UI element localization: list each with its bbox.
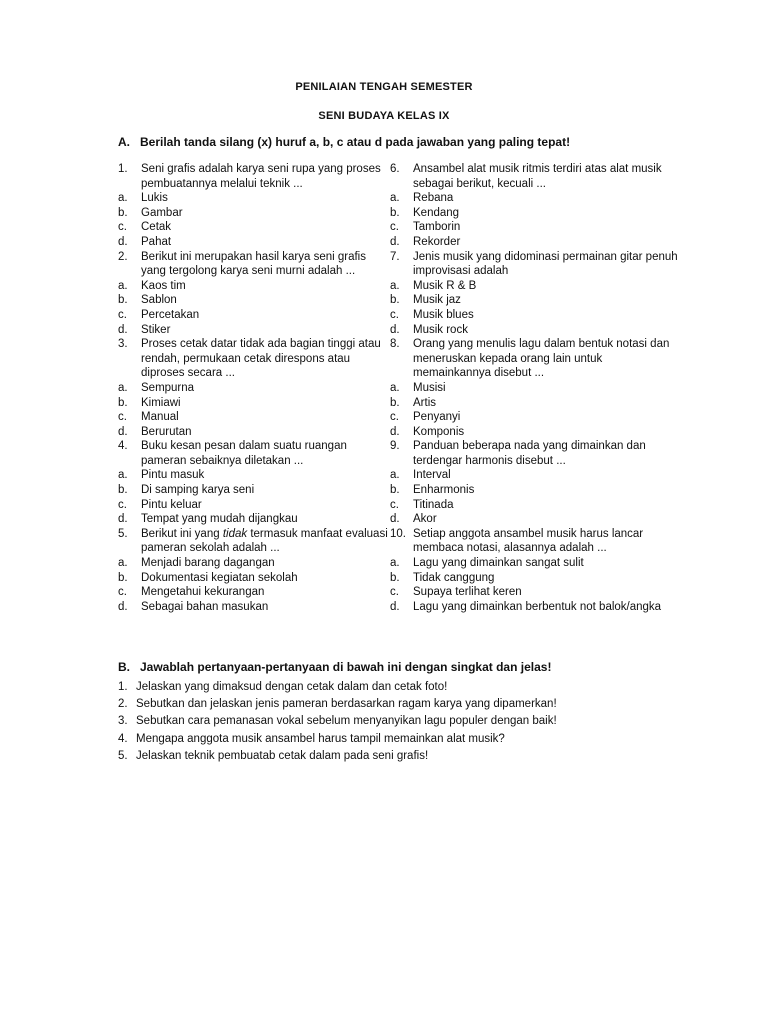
question-number: 1. [118,163,128,175]
question-number: 5. [118,527,128,540]
option [118,220,388,235]
exam-title: PENILAIAN TENGAH SEMESTER [295,81,473,93]
option-letter: a. [390,279,400,292]
option [390,585,680,600]
option [118,571,388,586]
option-text: Berurutan [141,425,192,438]
essay-text: Mengapa anggota musik ansambel harus tampil memainkan alat musik? [136,732,505,745]
option-text: Musik rock [413,323,468,336]
question-text: Buku kesan pesan dalam suatu ruangan pameran sebaiknya diletakan ... [141,440,347,467]
question-4 [118,439,388,468]
essay-number: 2. [118,698,128,711]
option [390,600,680,615]
essay-number: 5. [118,749,128,762]
section-a-letter: A. [118,135,130,149]
option-text: Tempat yang mudah dijangkau [141,513,298,526]
option [118,556,388,571]
option [118,585,388,600]
option [390,512,680,527]
option [118,235,388,250]
option [118,396,388,411]
option-letter: d. [118,235,128,248]
question-6 [390,162,680,191]
option-letter: d. [390,425,400,438]
option-letter: b. [118,396,128,409]
option-letter: b. [118,484,128,497]
option-text: Tidak canggung [413,571,495,584]
option-text: Musisi [413,381,446,394]
options-q10 [390,556,680,614]
essay-item [118,731,678,748]
option-letter: b. [390,396,400,409]
question-number: 8. [390,338,400,351]
option-text: Rekorder [413,235,461,248]
option [390,191,680,206]
options-q7 [390,279,680,337]
option-letter: b. [390,571,400,584]
option [390,323,680,338]
option-text: Lagu yang dimainkan sangat sulit [413,557,584,570]
options-q9 [390,468,680,526]
section-a-instruction [118,135,678,150]
option-letter: a. [390,381,400,394]
option-text: Enharmonis [413,484,475,497]
essay-number: 3. [118,715,128,728]
option-text: Stiker [141,323,171,336]
options-q5 [118,556,388,614]
options-q3 [118,381,388,439]
option [390,381,680,396]
option-text: Kimiawi [141,396,181,409]
option [390,279,680,294]
option-letter: c. [390,586,399,599]
option-letter: a. [390,469,400,482]
essay-text: Sebutkan cara pemanasan vokal sebelum menyanyikan lagu populer dengan baik! [136,715,557,728]
essay-questions [118,679,678,765]
option-letter: d. [390,235,400,248]
question-10 [390,527,680,556]
option-text: Supaya terlihat keren [413,586,522,599]
option-letter: d. [118,323,128,336]
option-text: Musik blues [413,308,474,321]
option-letter: c. [118,308,127,321]
option-letter: a. [390,557,400,570]
option-text: Mengetahui kekurangan [141,586,265,599]
option-letter: c. [390,308,399,321]
option-letter: d. [118,425,128,438]
option-text: Titinada [413,498,454,511]
question-number: 10. [390,527,406,540]
option [390,308,680,323]
option-text: Pintu keluar [141,498,202,511]
option-letter: a. [118,469,128,482]
option [118,293,388,308]
option [118,308,388,323]
option-letter: a. [118,279,128,292]
option-letter: d. [390,513,400,526]
option [390,396,680,411]
question-number: 2. [118,250,128,263]
question-7 [390,250,680,279]
option-letter: c. [390,411,399,424]
essay-number: 4. [118,732,128,745]
option-text: Musik R & B [413,279,477,292]
question-5 [118,527,388,556]
option-text: Kendang [413,206,460,219]
question-text: Seni grafis adalah karya seni rupa yang proses pembuatannya melalui teknik ... [141,163,381,190]
essay-item [118,696,678,713]
option-text: Di samping karya seni [141,484,255,497]
option-text: Percetakan [141,308,200,321]
option-letter: c. [390,221,399,234]
option [118,279,388,294]
option [390,410,680,425]
option [390,556,680,571]
question-number: 4. [118,440,128,453]
question-text: Ansambel alat musik ritmis terdiri atas alat musik sebagai berikut, kecuali ... [413,163,662,190]
option-letter: b. [390,206,400,219]
option-text: Pintu masuk [141,469,205,482]
option-text: Tamborin [413,221,461,234]
option [118,410,388,425]
question-text: Jenis musik yang didominasi permainan gitar penuh improvisasi adalah [413,250,678,278]
option [390,425,680,440]
option [390,571,680,586]
option [118,191,388,206]
option [118,381,388,396]
option [390,235,680,250]
option-letter: b. [118,294,128,307]
section-a-text: Berilah tanda silang (x) huruf a, b, c atau d pada jawaban yang paling tepat! [140,135,571,149]
question-8 [390,337,680,381]
options-q8 [390,381,680,439]
options-q4 [118,468,388,526]
section-b-instruction [118,660,678,675]
option [118,498,388,513]
option-letter: c. [118,586,127,599]
option-text: Pahat [141,235,172,248]
option-letter: c. [118,411,127,424]
question-text: Orang yang menulis lagu dalam bentuk notasi dan meneruskan kepada orang lain untuk memainkannya disebut ... [413,338,670,380]
question-number: 6. [390,163,400,175]
option [390,468,680,483]
option [118,425,388,440]
option-text: Sablon [141,294,177,307]
questions-left-column [118,162,388,614]
essay-item [118,679,678,696]
option-text: Komponis [413,425,465,438]
essay-text: Jelaskan teknik pembuatab cetak dalam pada seni grafis! [136,749,429,762]
question-text: Setiap anggota ansambel musik harus lancar membaca notasi, alasannya adalah ... [413,527,644,555]
option-text: Musik jaz [413,294,461,307]
option [118,323,388,338]
option-letter: c. [390,498,399,511]
options-q2 [118,279,388,337]
option [390,220,680,235]
question-text: Panduan beberapa nada yang dimainkan dan terdengar harmonis disebut ... [413,440,646,467]
option-letter: d. [390,323,400,336]
option-text: Lagu yang dimainkan berbentuk not balok/angka [413,600,662,613]
question-text-part: Berikut ini yang [141,527,223,540]
question-9 [390,439,680,468]
option [118,468,388,483]
option-text: Cetak [141,221,172,234]
question-text: Berikut ini merupakan hasil karya seni grafis yang tergolong karya seni murni adalah ... [141,250,366,278]
option-text: Kaos tim [141,279,186,292]
option [390,206,680,221]
option [118,206,388,221]
question-text-emphasis: tidak [222,527,248,540]
option-letter: b. [118,206,128,219]
options-q1 [118,191,388,249]
essay-item [118,713,678,730]
option-text: Manual [141,411,179,424]
option-text: Lukis [141,192,168,205]
question-text-part: termasuk manfaat evaluasi pameran sekolah adalah ... [141,527,388,555]
option-letter: d. [118,513,128,526]
essay-text: Jelaskan yang dimaksud dengan cetak dalam dan cetak foto! [136,681,448,693]
option-text: Sebagai bahan masukan [141,600,269,613]
option-text: Artis [413,396,436,409]
option-letter: a. [118,381,128,394]
essay-item [118,748,678,765]
options-q6 [390,191,680,249]
option-text: Akor [413,513,437,526]
option-text: Menjadi barang dagangan [141,557,275,570]
question-2 [118,250,388,279]
option [390,498,680,513]
essay-text: Sebutkan dan jelaskan jenis pameran berdasarkan ragam karya yang dipamerkan! [136,698,557,711]
questions-right-column [390,162,680,614]
option-letter: a. [390,192,400,205]
option [390,293,680,308]
question-number: 9. [390,440,400,453]
option-letter: c. [118,221,127,234]
option [118,512,388,527]
question-1 [118,162,388,191]
option-text: Dokumentasi kegiatan sekolah [141,571,298,584]
option-letter: a. [118,557,128,570]
option [118,600,388,615]
option-letter: a. [118,192,128,205]
option-text: Gambar [141,206,183,219]
question-3 [118,337,388,381]
option-letter: b. [390,294,400,307]
essay-number: 1. [118,681,128,693]
option-letter: d. [118,600,128,613]
exam-subtitle: SENI BUDAYA KELAS IX [318,110,450,122]
option-text: Rebana [413,192,454,205]
question-text [141,527,388,556]
option-letter: b. [118,571,128,584]
option-text: Penyanyi [413,411,461,424]
option-letter: c. [118,498,127,511]
option-text: Interval [413,469,451,482]
section-b-text: Jawablah pertanyaan-pertanyaan di bawah ini dengan singkat dan jelas! [140,660,552,674]
option [118,483,388,498]
option-text: Sempurna [141,381,195,394]
option-letter: d. [390,600,400,613]
question-number: 3. [118,338,128,351]
option-letter: b. [390,484,400,497]
section-b-letter: B. [118,660,130,674]
question-number: 7. [390,250,400,263]
question-text: Proses cetak datar tidak ada bagian tinggi atau rendah, permukaan cetak direspons atau diproses secara ... [141,338,381,380]
option [390,483,680,498]
